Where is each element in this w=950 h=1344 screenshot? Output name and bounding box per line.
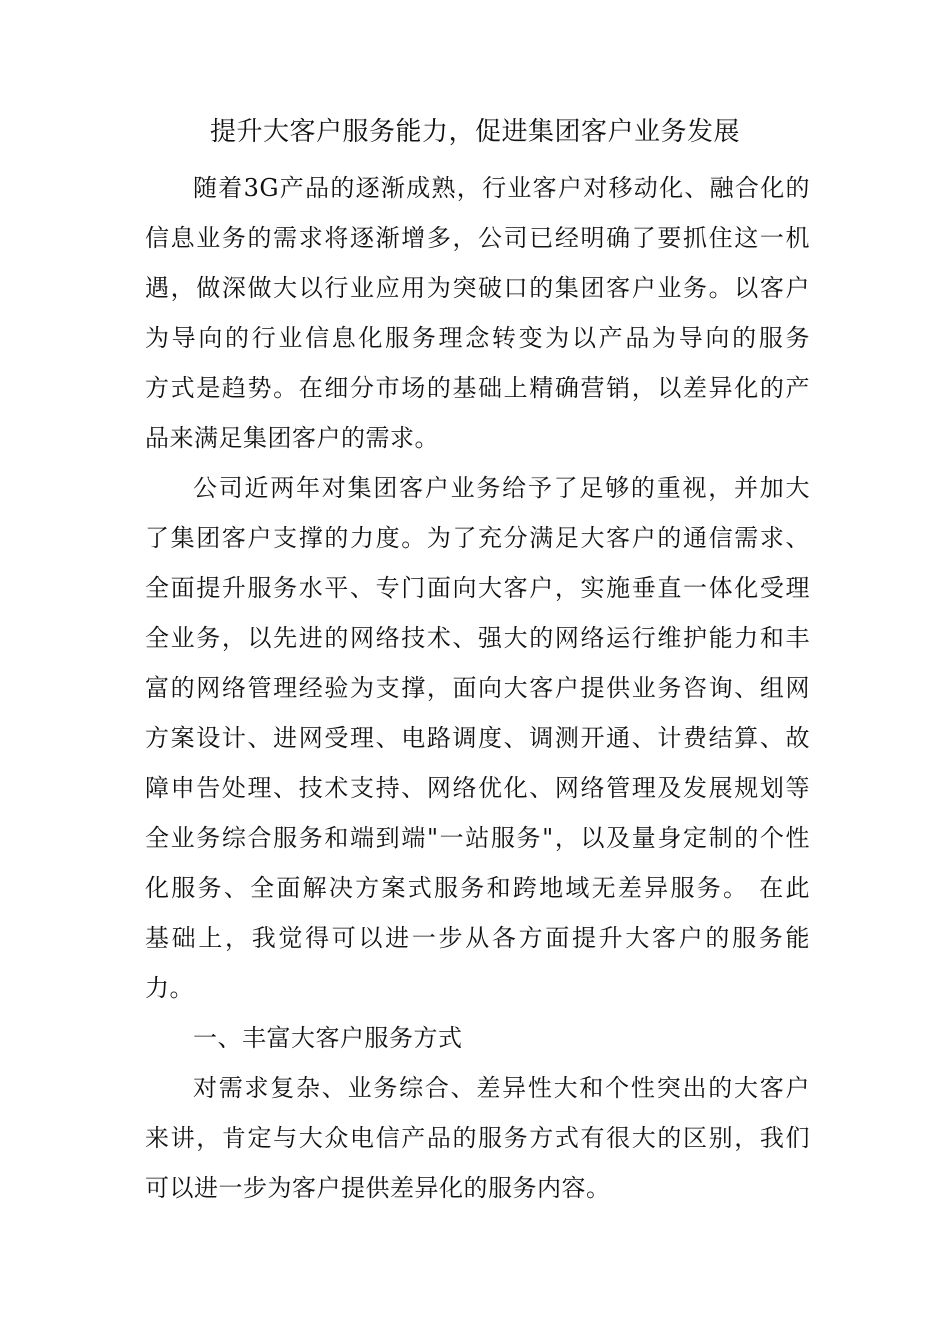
document-body [145, 163, 810, 1213]
paragraph-line: 方式是趋势。在细分市场的基础上精确营销，以差异化的产 [145, 374, 810, 402]
paragraph-line: 信息业务的需求将逐渐增多，公司已经明确了要抓住这一机 [145, 224, 810, 252]
paragraph-line: 公司近两年对集团客户业务给予了足够的重视，并加大 [193, 474, 810, 502]
paragraph-1 [145, 163, 810, 463]
paragraph-line: 了集团客户支撑的力度。为了充分满足大客户的通信需求、 [145, 524, 810, 552]
paragraph-line: 力。 [145, 974, 194, 1002]
paragraph-line: 为导向的行业信息化服务理念转变为以产品为导向的服务 [145, 324, 810, 352]
paragraph-line: 可以进一步为客户提供差异化的服务内容。 [145, 1174, 611, 1202]
paragraph-2 [145, 463, 810, 1013]
paragraph-line: 对需求复杂、业务综合、差异性大和个性突出的大客户 [193, 1074, 810, 1102]
paragraph-line: 化服务、全面解决方案式服务和跨地域无差异服务。 在此 [145, 874, 810, 902]
paragraph-line: 富的网络管理经验为支撑，面向大客户提供业务咨询、组网 [145, 674, 810, 702]
paragraph-line: 基础上，我觉得可以进一步从各方面提升大客户的服务能 [145, 924, 810, 952]
document-title: 提升大客户服务能力，促进集团客户业务发展 [209, 117, 740, 147]
paragraph-line: 全面提升服务水平、专门面向大客户，实施垂直一体化受理 [145, 574, 810, 602]
paragraph-line: 全业务，以先进的网络技术、强大的网络运行维护能力和丰 [145, 624, 810, 652]
paragraph-line: 遇，做深做大以行业应用为突破口的集团客户业务。以客户 [145, 274, 810, 302]
paragraph-line: 障申告处理、技术支持、网络优化、网络管理及发展规划等 [145, 774, 810, 802]
paragraph-3 [145, 1063, 810, 1213]
section-heading [145, 1013, 810, 1063]
paragraph-line: 方案设计、进网受理、电路调度、调测开通、计费结算、故 [145, 724, 810, 752]
paragraph-line: 来讲，肯定与大众电信产品的服务方式有很大的区别，我们 [145, 1124, 810, 1152]
paragraph-line: 品来满足集团客户的需求。 [145, 424, 439, 452]
paragraph-line: 全业务综合服务和端到端"一站服务"，以及量身定制的个性 [145, 824, 810, 852]
paragraph-line: 随着3G产品的逐渐成熟，行业客户对移动化、融合化的 [193, 174, 810, 202]
section-heading-text: 一、丰富大客户服务方式 [193, 1024, 463, 1052]
